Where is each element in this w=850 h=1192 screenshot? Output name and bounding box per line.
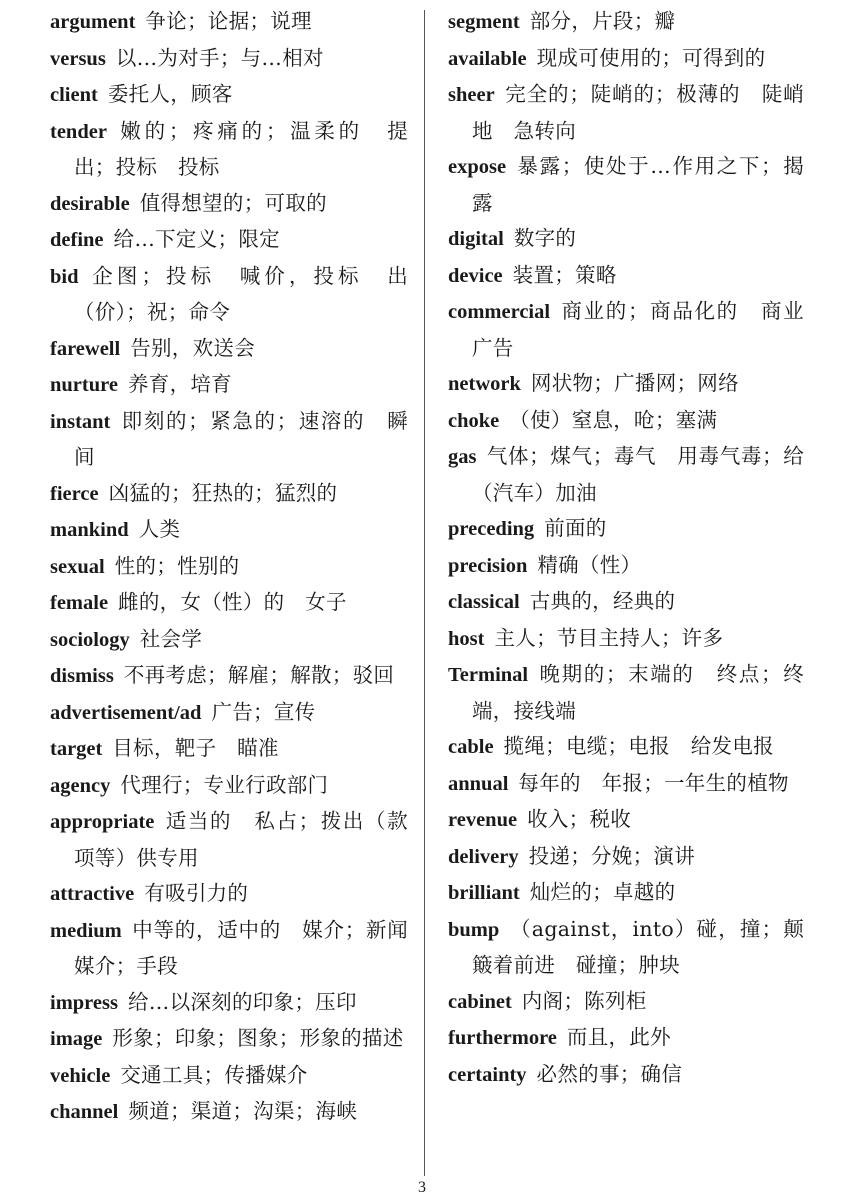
headword: precision	[448, 554, 528, 577]
vocab-entry	[448, 4, 804, 41]
vocab-entry	[50, 186, 408, 223]
headword: cable	[448, 736, 494, 758]
definition: 主人；节目主持人；许多	[494, 625, 724, 650]
headword: certainty	[448, 1063, 527, 1086]
headword: attractive	[50, 883, 135, 905]
headword: revenue	[448, 809, 518, 831]
definition: （against，into）碰，撞；颠簸着前进 碰撞；肿块	[472, 916, 804, 977]
definition: 争论；论据；说理	[145, 9, 312, 33]
headword: segment	[448, 11, 520, 33]
vocab-entry	[448, 839, 804, 876]
vocab-entry	[50, 4, 408, 41]
headword: impress	[50, 991, 118, 1014]
vocab-entry	[50, 622, 408, 659]
vocab-entry	[448, 221, 804, 258]
definition: 雌的，女（性）的 女子	[118, 590, 347, 614]
vocab-entry	[448, 511, 804, 548]
vocab-entry	[50, 985, 408, 1022]
definition: 前面的	[544, 516, 607, 540]
vocab-entry	[50, 695, 408, 732]
definition: 适当的 私占；拨出（款项等）供专用	[74, 809, 408, 870]
vocab-entry	[50, 913, 408, 985]
vocab-entry	[448, 875, 804, 912]
headword: digital	[448, 228, 504, 250]
definition: 形象；印象；图象；形象的描述	[112, 1026, 404, 1050]
definition: 性的；性别的	[114, 553, 240, 578]
definition: 不再考虑；解雇；解散；驳回	[123, 663, 395, 687]
vocab-entry	[50, 512, 408, 549]
headword: argument	[50, 11, 136, 33]
column-divider	[424, 10, 425, 1176]
vocab-entry	[50, 1058, 408, 1095]
headword: Terminal	[448, 664, 529, 686]
vocab-entry	[50, 331, 408, 368]
definition: 数字的	[513, 226, 577, 250]
definition: 每年的 年报；一年生的植物	[518, 770, 789, 795]
definition: 嫩的；疼痛的；温柔的 提出；投标 投标	[74, 118, 408, 179]
definition: 收入；税收	[527, 807, 632, 831]
headword: desirable	[50, 192, 130, 215]
vocab-entry	[50, 1094, 408, 1131]
headword: available	[448, 47, 527, 70]
headword: brilliant	[448, 882, 520, 904]
vocab-entry	[448, 439, 804, 511]
headword: commercial	[448, 301, 551, 323]
definition: 精确（性）	[537, 552, 642, 577]
vocab-entry	[448, 294, 804, 366]
definition: 商业的；商品化的 商业广告	[472, 299, 804, 360]
vocab-entry	[50, 768, 408, 805]
vocab-entry	[448, 149, 804, 221]
definition: 中等的，适中的 媒介；新闻媒介；手段	[74, 917, 408, 978]
headword: classical	[448, 591, 520, 613]
headword: advertisement/ad	[50, 701, 202, 724]
definition: 即刻的；紧急的；速溶的 瞬间	[74, 408, 408, 469]
definition: 有吸引力的	[144, 881, 249, 905]
left-column	[50, 4, 408, 1131]
definition: 网状物；广播网；网络	[530, 371, 739, 395]
definition: 目标，靶子 瞄准	[112, 736, 279, 760]
definition: 古典的，经典的	[529, 589, 676, 613]
definition: 值得想望的；可取的	[139, 190, 327, 215]
headword: versus	[50, 47, 106, 70]
vocab-entry	[448, 729, 804, 766]
headword: vehicle	[50, 1064, 111, 1087]
vocab-entry	[448, 41, 804, 78]
headword: cabinet	[448, 990, 512, 1013]
definition: 现成可使用的；可得到的	[536, 45, 766, 70]
headword: appropriate	[50, 811, 155, 833]
headword: tender	[50, 120, 107, 143]
headword: fierce	[50, 482, 99, 505]
vocab-entry	[50, 549, 408, 586]
definition: 灿烂的；卓越的	[529, 880, 676, 904]
headword: furthermore	[448, 1027, 557, 1049]
vocab-entry	[448, 366, 804, 403]
vocab-entry	[448, 657, 804, 729]
definition: （使）窒息，呛；塞满	[509, 407, 718, 432]
headword: female	[50, 592, 109, 614]
vocab-entry	[448, 912, 804, 984]
definition: 交通工具；传播媒介	[120, 1062, 308, 1087]
definition: 给…以深刻的印象；压印	[127, 989, 357, 1014]
definition: 气体；煤气；毒气 用毒气毒；给（汽车）加油	[472, 444, 804, 505]
headword: mankind	[50, 519, 129, 541]
headword: network	[448, 373, 521, 395]
definition: 企图；投标 喊价，投标 出（价）；祝；命令	[74, 263, 408, 324]
definition: 频道；渠道；沟渠；海峡	[128, 1099, 358, 1123]
headword: image	[50, 1028, 103, 1050]
definition: 装置；策略	[512, 262, 617, 287]
definition: 养育，培育	[127, 372, 232, 396]
definition: 给…下定义；限定	[113, 227, 280, 251]
vocab-entry	[50, 222, 408, 259]
vocab-entry	[50, 77, 408, 114]
definition: 完全的；陡峭的；极薄的 陡峭地 急转向	[472, 82, 804, 143]
vocab-entry	[50, 731, 408, 768]
headword: sexual	[50, 555, 105, 578]
definition: 告别，欢送会	[130, 335, 256, 360]
page-number: 3	[418, 1180, 426, 1192]
definition: 而且，此外	[566, 1025, 671, 1049]
headword: target	[50, 738, 103, 760]
vocab-entry	[50, 404, 408, 476]
vocab-entry	[50, 804, 408, 876]
headword: delivery	[448, 845, 519, 868]
headword: sheer	[448, 84, 495, 106]
headword: channel	[50, 1101, 119, 1123]
definition: 凶猛的；狂热的；猛烈的	[108, 480, 338, 505]
definition: 以…为对手；与…相对	[115, 45, 324, 70]
definition: 委托人，顾客	[107, 82, 233, 106]
vocab-entry	[448, 258, 804, 295]
right-column	[448, 4, 804, 1093]
headword: agency	[50, 774, 111, 797]
vocab-entry	[50, 876, 408, 913]
vocab-entry	[50, 658, 408, 695]
headword: device	[448, 264, 503, 287]
headword: host	[448, 627, 485, 650]
headword: dismiss	[50, 665, 114, 687]
headword: sociology	[50, 628, 130, 651]
definition: 代理行；专业行政部门	[120, 772, 329, 797]
vocab-entry	[448, 766, 804, 803]
definition: 部分，片段；瓣	[529, 9, 676, 33]
definition: 广告；宣传	[211, 699, 316, 724]
definition: 投递；分娩；演讲	[528, 843, 695, 868]
vocab-entry	[448, 984, 804, 1021]
vocab-entry	[50, 1021, 408, 1058]
headword: choke	[448, 409, 500, 432]
definition: 内阁；陈列柜	[521, 988, 647, 1013]
headword: client	[50, 84, 98, 106]
vocab-entry	[448, 403, 804, 440]
definition: 人类	[138, 517, 181, 541]
definition: 必然的事；确信	[536, 1061, 683, 1086]
vocab-entry	[50, 367, 408, 404]
headword: expose	[448, 156, 507, 178]
vocab-entry	[50, 259, 408, 331]
vocab-entry	[50, 114, 408, 186]
vocab-entry	[448, 802, 804, 839]
vocab-entry	[50, 41, 408, 78]
headword: annual	[448, 772, 509, 795]
definition: 揽绳；电缆；电报 给发电报	[503, 734, 774, 758]
definition: 暴露；使处于…作用之下；揭露	[472, 154, 804, 215]
vocab-entry	[448, 584, 804, 621]
vocab-entry	[448, 621, 804, 658]
vocab-entry	[50, 585, 408, 622]
headword: bump	[448, 918, 500, 941]
headword: farewell	[50, 337, 121, 360]
headword: instant	[50, 410, 111, 433]
vocab-entry	[448, 77, 804, 149]
vocab-entry	[448, 1020, 804, 1057]
headword: define	[50, 229, 104, 251]
vocab-entry	[448, 1057, 804, 1094]
definition: 社会学	[139, 626, 203, 651]
definition: 晚期的；末端的 终点；终端，接线端	[472, 662, 804, 723]
headword: bid	[50, 265, 79, 288]
vocab-entry	[50, 476, 408, 513]
headword: medium	[50, 919, 122, 942]
headword: gas	[448, 446, 477, 468]
vocab-entry	[448, 548, 804, 585]
headword: preceding	[448, 518, 535, 540]
headword: nurture	[50, 374, 118, 396]
